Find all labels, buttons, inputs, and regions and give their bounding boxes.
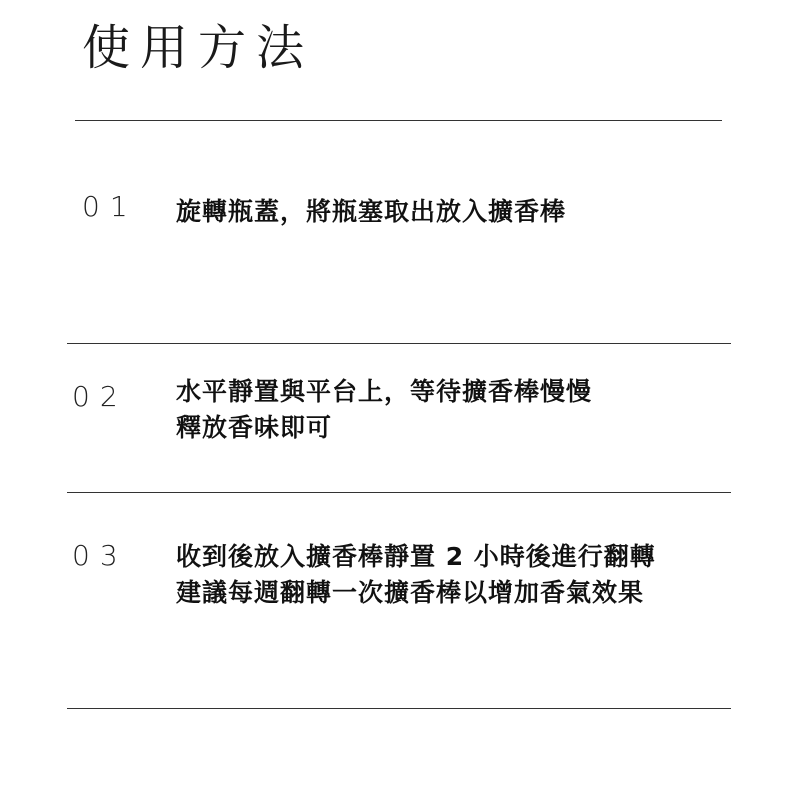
step-text-line: 收到後放入擴香棒靜置 2 小時後進行翻轉 <box>176 542 656 571</box>
step-description <box>176 374 736 446</box>
step-description <box>176 539 736 611</box>
step-divider <box>67 343 731 344</box>
step-text-line: 建議每週翻轉一次擴香棒以增加香氣效果 <box>176 578 645 607</box>
step-number: 02 <box>72 380 128 413</box>
step-number: 01 <box>82 190 138 223</box>
title-divider <box>75 120 722 121</box>
step-divider <box>67 492 731 493</box>
bottom-divider <box>67 708 731 709</box>
step-text-line: 釋放香味即可 <box>176 413 333 442</box>
step-text-line: 旋轉瓶蓋，將瓶塞取出放入擴香棒 <box>176 197 567 226</box>
step-number: 03 <box>72 539 128 572</box>
step-text-line: 水平靜置與平台上，等待擴香棒慢慢 <box>176 377 593 406</box>
page-title: 使用方法 <box>82 20 315 76</box>
step-description <box>176 194 736 230</box>
